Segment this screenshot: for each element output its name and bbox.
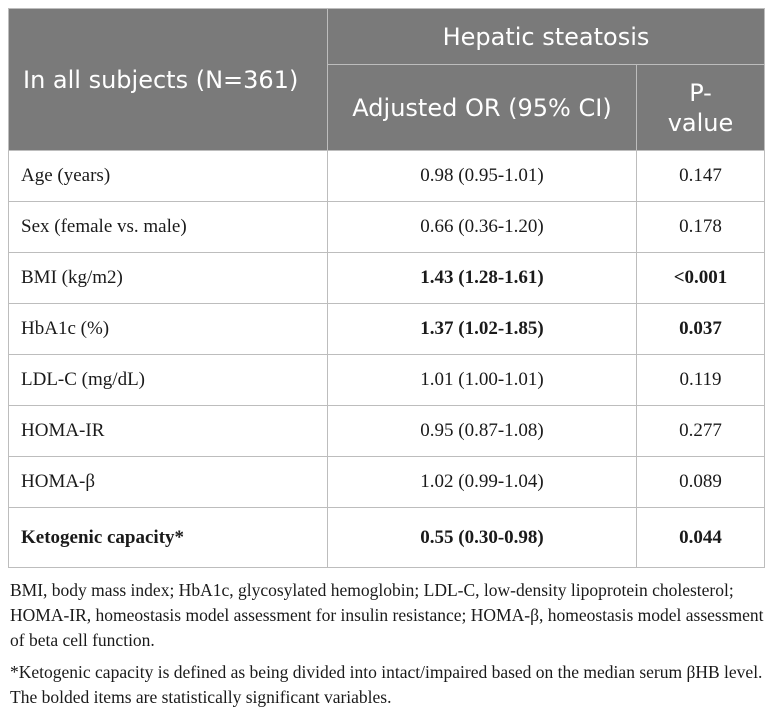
first-column-header: In all subjects (N=361) [9, 9, 328, 151]
table-row [9, 508, 765, 568]
variable-cell: Ketogenic capacity* [9, 508, 328, 568]
p-value-cell: 0.178 [637, 202, 765, 253]
variable-cell: HOMA-IR [9, 406, 328, 457]
definition-footnote: *Ketogenic capacity is defined as being divided into intact/impaired based on the median serum βHB level. The bolded items are statistically significant variables. [10, 662, 763, 707]
p-value-cell: 0.089 [637, 457, 765, 508]
table-row [9, 253, 765, 304]
or-cell: 0.66 (0.36-1.20) [328, 202, 637, 253]
p-value-cell: 0.044 [637, 508, 765, 568]
variable-cell: BMI (kg/m2) [9, 253, 328, 304]
p-value-cell: 0.277 [637, 406, 765, 457]
or-cell: 1.02 (0.99-1.04) [328, 457, 637, 508]
variable-cell: LDL-C (mg/dL) [9, 355, 328, 406]
variable-cell: HbA1c (%) [9, 304, 328, 355]
results-table [8, 8, 765, 568]
or-column-header: Adjusted OR (95% CI) [328, 65, 637, 151]
table-row [9, 202, 765, 253]
abbreviations-footnote: BMI, body mass index; HbA1c, glycosylated hemoglobin; LDL-C, low-density lipoprotein cholesterol; HOMA-IR, homeostasis model assessment for insulin resistance; HOMA-β, homeostasis model assessment of beta cell function. [10, 580, 764, 650]
table-row [9, 355, 765, 406]
or-cell: 0.55 (0.30-0.98) [328, 508, 637, 568]
table-body [9, 151, 765, 568]
table-footnotes [8, 578, 764, 710]
p-label-line2: value [667, 108, 734, 137]
table-row [9, 304, 765, 355]
table-row [9, 151, 765, 202]
table-container [8, 8, 764, 717]
or-cell: 1.01 (1.00-1.01) [328, 355, 637, 406]
p-value-cell: 0.147 [637, 151, 765, 202]
or-cell: 1.37 (1.02-1.85) [328, 304, 637, 355]
or-cell: 0.98 (0.95-1.01) [328, 151, 637, 202]
or-cell: 0.95 (0.87-1.08) [328, 406, 637, 457]
variable-cell: Age (years) [9, 151, 328, 202]
or-cell: 1.43 (1.28-1.61) [328, 253, 637, 304]
table-row [9, 406, 765, 457]
p-value-cell: 0.037 [637, 304, 765, 355]
group-header: Hepatic steatosis [328, 9, 765, 65]
p-value-cell: 0.119 [637, 355, 765, 406]
p-value-column-header [637, 65, 765, 151]
table-header [9, 9, 765, 151]
p-value-cell: <0.001 [637, 253, 765, 304]
table-row [9, 457, 765, 508]
variable-cell: HOMA-β [9, 457, 328, 508]
p-label-line1: P- [689, 78, 712, 107]
variable-cell: Sex (female vs. male) [9, 202, 328, 253]
